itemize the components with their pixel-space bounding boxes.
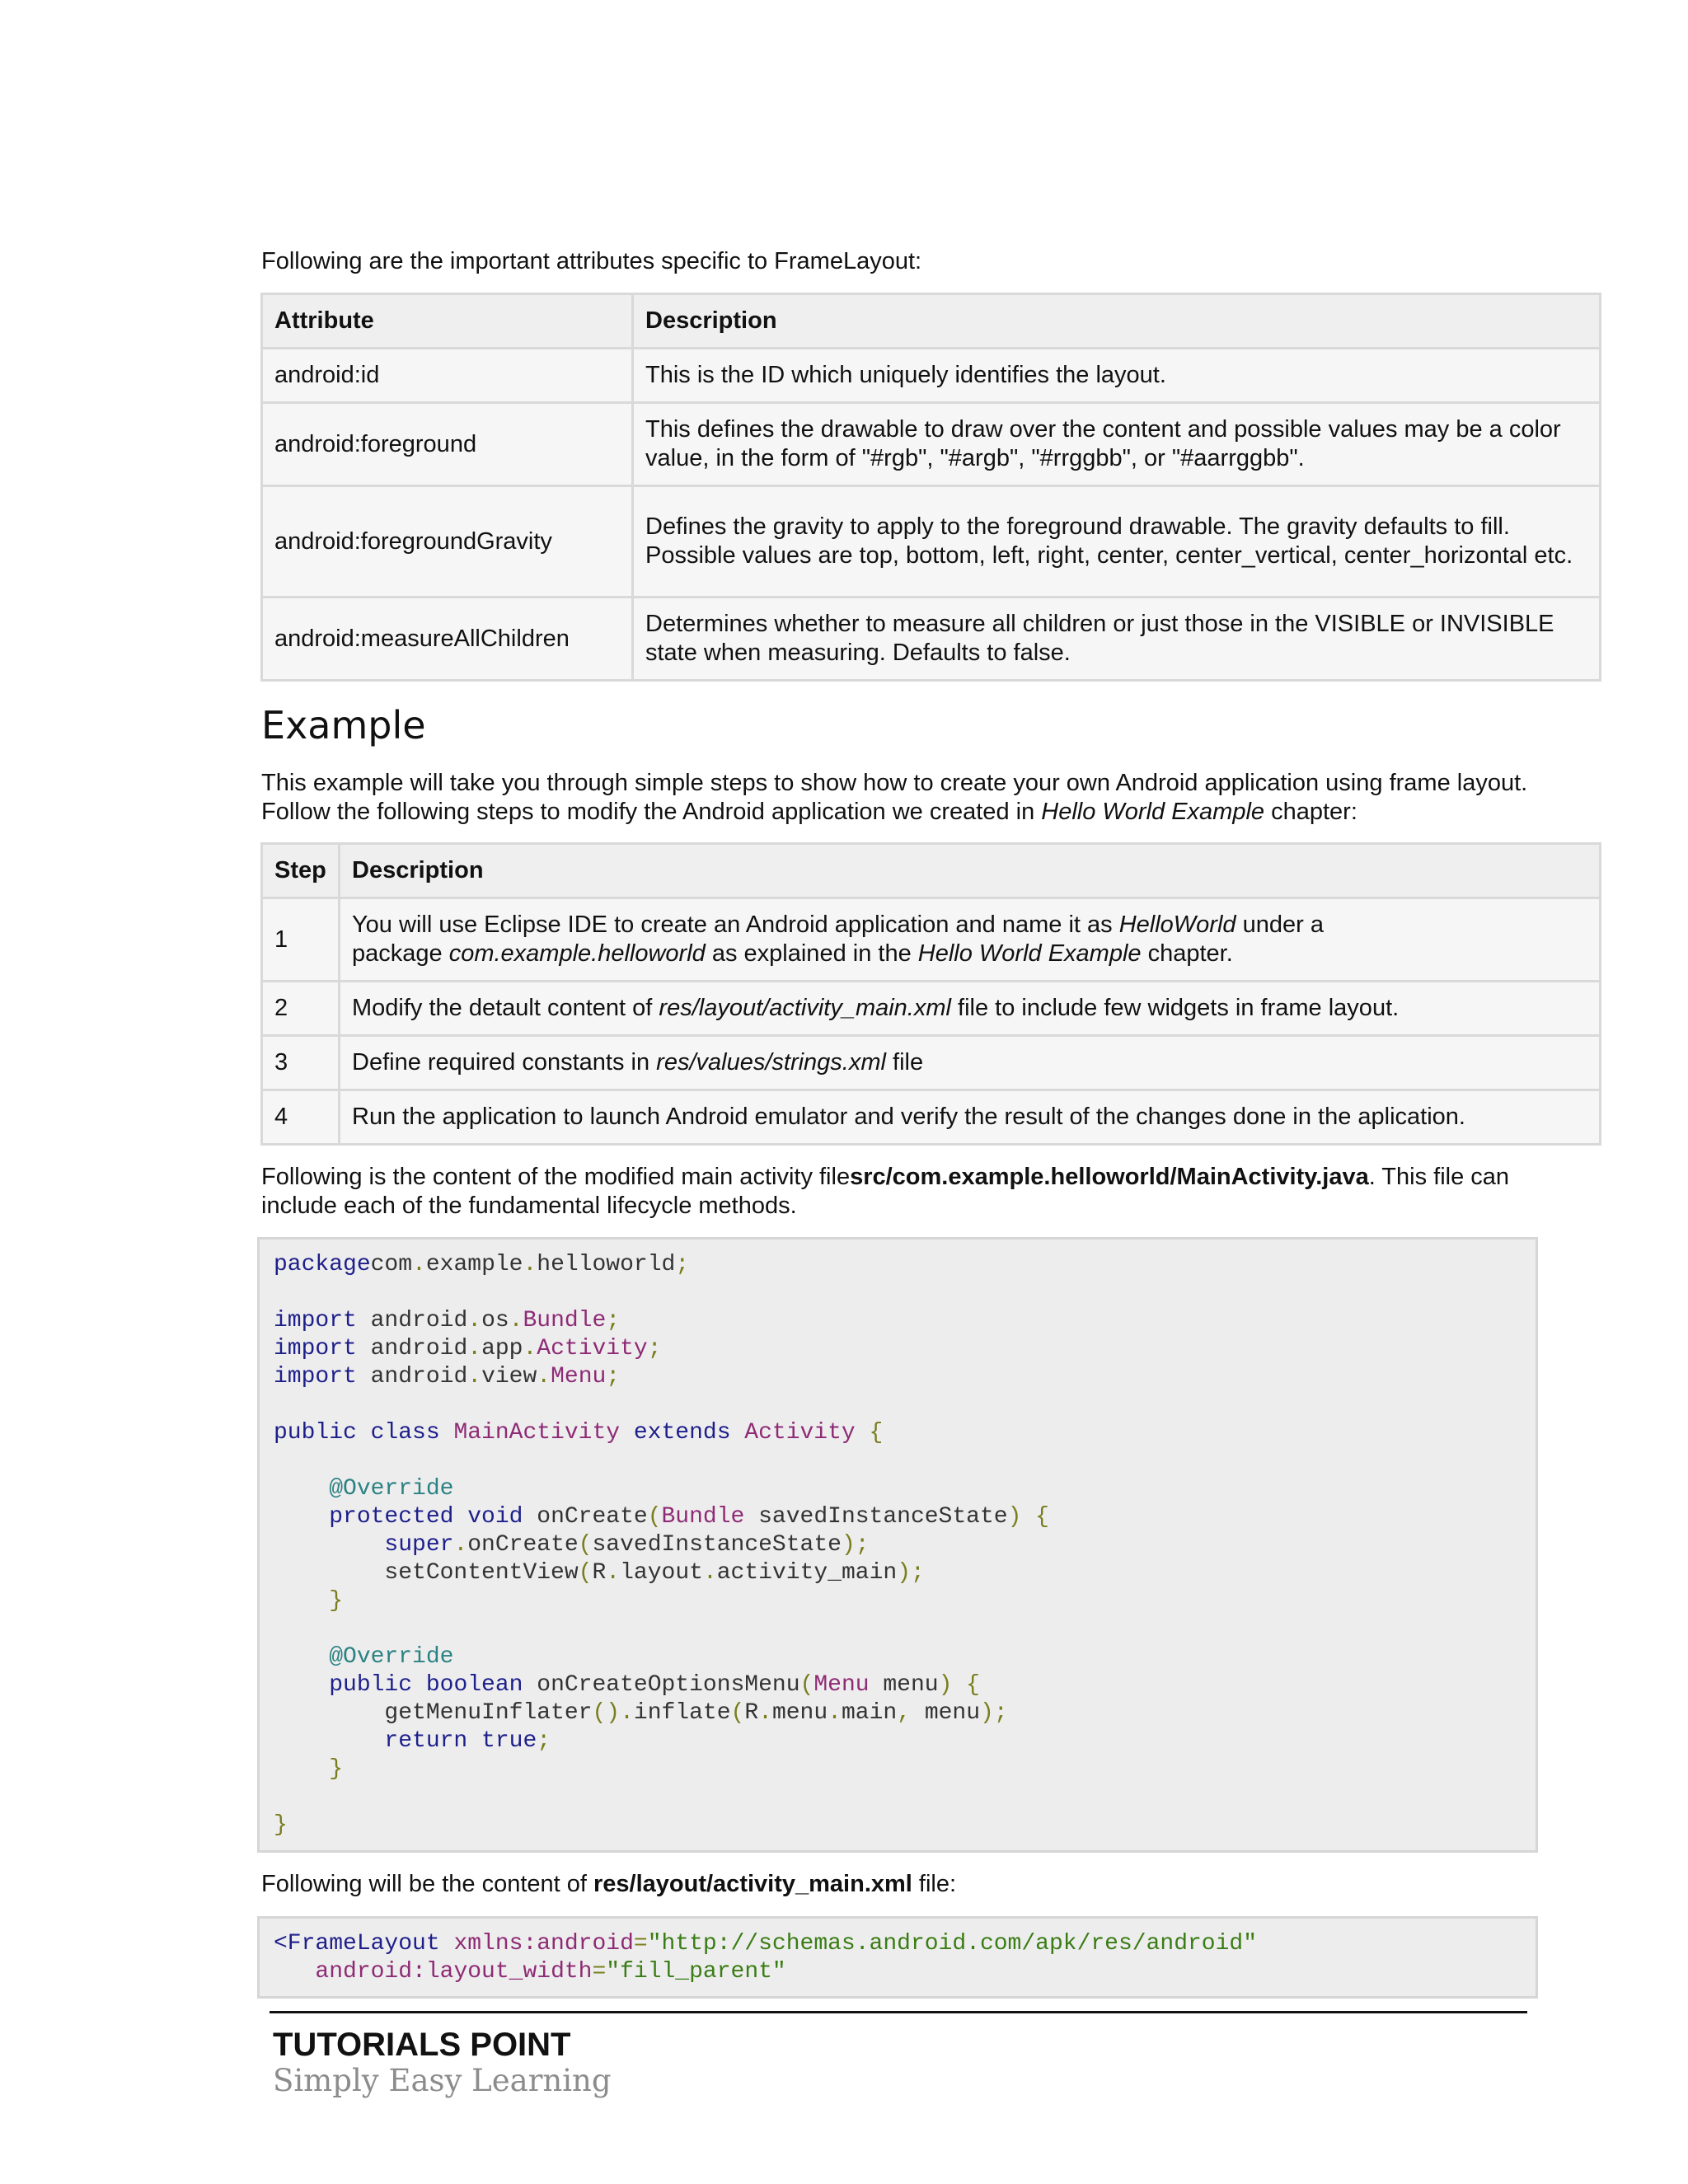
code-line: setContentView(R.layout.activity_main); — [274, 1560, 925, 1586]
step-description: Modify the detault content of res/layout/activity_main.xml file to include few widgets in frame layout. — [340, 982, 1601, 1036]
step-number: 4 — [262, 1090, 340, 1145]
step-number: 2 — [262, 982, 340, 1036]
attribute-description: Determines whether to measure all children or just those in the VISIBLE or INVISIBLE state when measuring. Defaults to false. — [633, 598, 1601, 681]
example-intro: This example will take you through simple steps to show how to create your own Android application using frame layout. Follow the following steps to modify the Android application we created in Hello World Example chapter: — [261, 770, 1528, 825]
steps-table — [260, 842, 1601, 1146]
column-header-description: Description — [633, 294, 1601, 349]
step-number: 3 — [262, 1036, 340, 1090]
table-row — [262, 349, 1601, 403]
table-row — [262, 1090, 1601, 1145]
code-line: @Override — [329, 1476, 454, 1502]
step-description: You will use Eclipse IDE to create an Android application and name it as HelloWorld under a package com.example.helloworld as explained in the Hello World Example chapter. — [340, 898, 1601, 982]
main-activity-intro: Following is the content of the modified main activity filesrc/com.example.helloworld/MainActivity.java. This file can include each of the fundamental lifecycle methods. — [261, 1164, 1510, 1219]
footer-brand: TUTORIALS POINT — [273, 2027, 571, 2063]
table-header-row — [262, 294, 1601, 349]
section-heading-example: Example — [261, 703, 426, 748]
code-line: packagecom.example.helloworld; — [274, 1252, 690, 1277]
code-line: import android.app.Activity; — [274, 1336, 662, 1361]
attribute-name: android:id — [262, 349, 633, 403]
step-description: Define required constants in res/values/strings.xml file — [340, 1036, 1601, 1090]
attributes-table — [260, 293, 1601, 682]
java-code-block — [257, 1237, 1538, 1853]
table-row — [262, 1036, 1601, 1090]
table-row — [262, 403, 1601, 486]
code-line: public boolean onCreateOptionsMenu(Menu menu) { — [329, 1672, 980, 1698]
code-line: @Override — [329, 1644, 454, 1670]
attribute-name: android:foregroundGravity — [262, 486, 633, 598]
attribute-name: android:foreground — [262, 403, 633, 486]
step-description: Run the application to launch Android emulator and verify the result of the changes done in the aplication. — [340, 1090, 1601, 1145]
attribute-description: Defines the gravity to apply to the foreground drawable. The gravity defaults to fill. Possible values are top, bottom, left, right, center, center_vertical, center_horizontal etc. — [633, 486, 1601, 598]
attribute-description: This defines the drawable to draw over the content and possible values may be a color value, in the form of "#rgb", "#argb", "#rrggbb", or "#aarrggbb". — [633, 403, 1601, 486]
code-line: return true; — [384, 1728, 551, 1754]
footer-tagline: Simply Easy Learning — [273, 2063, 612, 2098]
code-line: super.onCreate(savedInstanceState); — [384, 1532, 870, 1558]
column-header-step: Step — [262, 844, 340, 898]
xml-code-block — [257, 1916, 1538, 1999]
table-row — [262, 982, 1601, 1036]
code-line: import android.view.Menu; — [274, 1364, 621, 1390]
code-line: protected void onCreate(Bundle savedInstanceState) { — [329, 1504, 1049, 1530]
step-number: 1 — [262, 898, 340, 982]
table-row — [262, 486, 1601, 598]
attribute-name: android:measureAllChildren — [262, 598, 633, 681]
code-line: } — [329, 1588, 344, 1614]
code-line: } — [329, 1756, 344, 1782]
code-line: import android.os.Bundle; — [274, 1308, 621, 1333]
attributes-intro: Following are the important attributes specific to FrameLayout: — [261, 248, 922, 274]
table-row — [262, 898, 1601, 982]
column-header-description: Description — [340, 844, 1601, 898]
layout-file-intro: Following will be the content of res/layout/activity_main.xml file: — [261, 1871, 957, 1897]
code-line: } — [274, 1812, 288, 1838]
code-line: getMenuInflater().inflate(R.menu.main, menu); — [274, 1700, 1008, 1726]
code-line: public class MainActivity extends Activity { — [274, 1420, 884, 1446]
column-header-attribute: Attribute — [262, 294, 633, 349]
table-header-row — [262, 844, 1601, 898]
table-row — [262, 598, 1601, 681]
footer-divider — [270, 2011, 1527, 2013]
code-line: android:layout_width="fill_parent" — [315, 1959, 786, 1985]
attribute-description: This is the ID which uniquely identifies the layout. — [633, 349, 1601, 403]
code-line: <FrameLayout xmlns:android="http://schemas.android.com/apk/res/android" — [274, 1931, 1258, 1957]
